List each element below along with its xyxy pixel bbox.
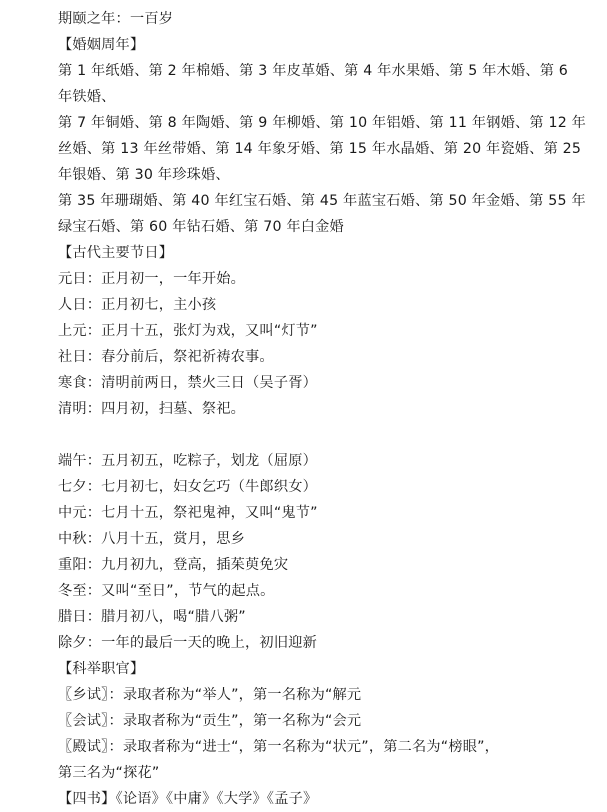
text-line: 腊日：腊月初八，喝“腊八粥” — [58, 609, 246, 625]
text-line: 元日：正月初一，一年开始。 — [58, 271, 246, 287]
section-heading-marriage-anniversaries: 【婚姻周年】 — [58, 37, 145, 53]
text-line: 期颐之年：一百岁 — [58, 11, 174, 27]
section-heading-four-books: 【四书】《论语》《中庸》《大学》《孟子》 — [58, 791, 318, 807]
text-line: 上元：正月十五，张灯为戏，又叫“灯节” — [58, 323, 318, 339]
text-line: 年铁婚、 — [58, 89, 116, 105]
text-line: 中秋：八月十五，赏月，思乡 — [58, 531, 246, 547]
blank-line — [58, 422, 595, 448]
text-line: 中元：七月十五，祭祀鬼神，又叫“鬼节” — [58, 505, 318, 521]
text-line: 〖会试〗：录取者称为“贡生”，第一名称为“会元 — [58, 713, 362, 729]
text-line: 第 35 年珊瑚婚、第 40 年红宝石婚、第 45 年蓝宝石婚、第 50 年金婚、第 55 年 — [58, 193, 586, 209]
text-line: 端午：五月初五，吃粽子，划龙（屈原） — [58, 453, 317, 469]
text-line: 第 1 年纸婚、第 2 年棉婚、第 3 年皮革婚、第 4 年水果婚、第 5 年木婚、第 6 — [58, 63, 569, 79]
text-line: 人日：正月初七，主小孩 — [58, 297, 217, 313]
section-heading-imperial-exams: 【科举职官】 — [58, 661, 145, 677]
text-line: 清明：四月初，扫墓、祭祀。 — [58, 401, 246, 417]
text-line: 绿宝石婚、第 60 年钻石婚、第 70 年白金婚 — [58, 219, 344, 235]
text-line: 重阳：九月初九，登高，插茱萸免灾 — [58, 557, 289, 573]
text-line: 社日：春分前后，祭祀祈祷农事。 — [58, 349, 274, 365]
text-line: 寒食：清明前两日，禁火三日（吴子胥） — [58, 375, 317, 391]
text-line: 年银婚、第 30 年珍珠婚、 — [58, 167, 230, 183]
text-line: 〖殿试〗：录取者称为“进士“，第一名称为“状元”，第二名为“榜眼”， — [58, 739, 500, 755]
text-line: 丝婚、第 13 年丝带婚、第 14 年象牙婚、第 15 年水晶婚、第 20 年瓷婚、第 25 — [58, 141, 582, 157]
text-line: 冬至：又叫“至日”，节气的起点。 — [58, 583, 275, 599]
section-heading-ancient-festivals: 【古代主要节日】 — [58, 245, 174, 261]
text-line: 第 7 年铜婚、第 8 年陶婚、第 9 年柳婚、第 10 年铝婚、第 11 年钢婚、第 12 年 — [58, 115, 587, 131]
text-line: 〖乡试〗：录取者称为“举人”，第一名称为“解元 — [58, 687, 362, 703]
text-line: 除夕：一年的最后一天的晚上，初旧迎新 — [58, 635, 317, 651]
text-line: 第三名为“探花” — [58, 765, 160, 781]
text-line: 七夕：七月初七，妇女乞巧（牛郎织女） — [58, 479, 317, 495]
